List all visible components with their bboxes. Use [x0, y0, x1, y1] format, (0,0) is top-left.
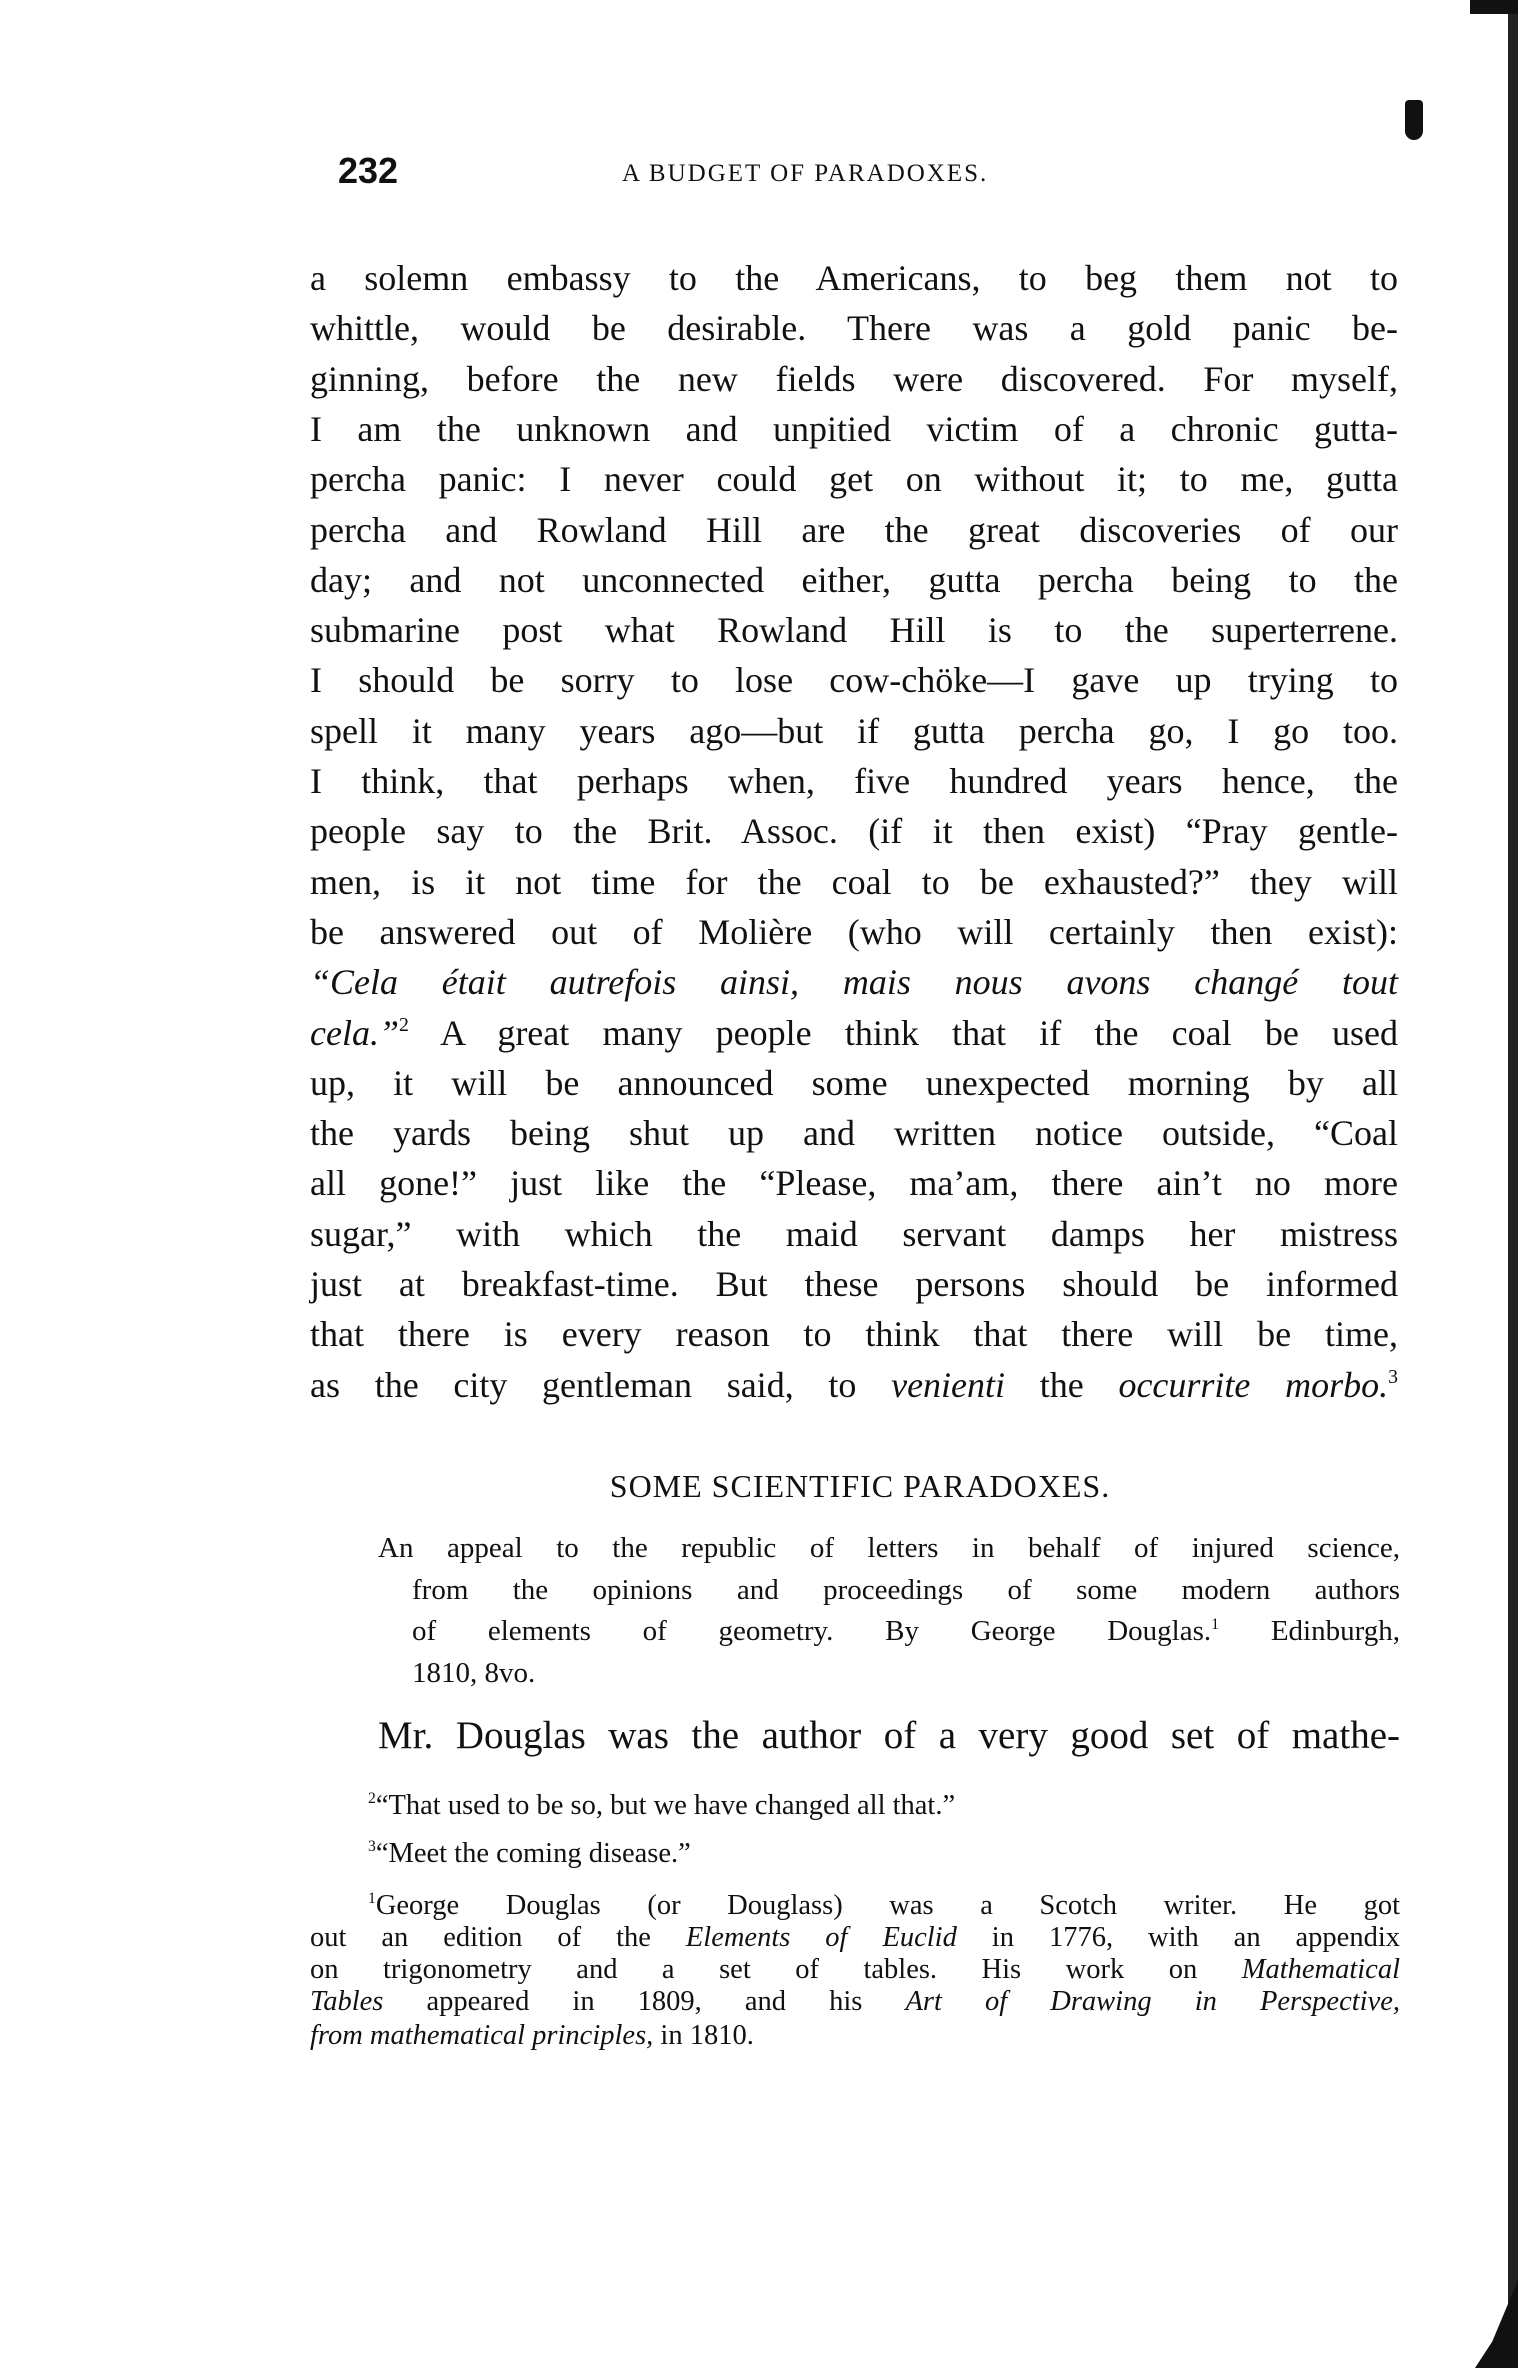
- text-run: on trigonometry and a set of tables. His work on: [310, 1954, 1242, 1985]
- body-line: [310, 1362, 1398, 1408]
- text-run: the: [1005, 1364, 1119, 1405]
- text-run: I should be sorry to lose cow-chöke—I gave up trying to: [310, 660, 1398, 701]
- body-line: [310, 758, 1398, 804]
- body-line: [310, 657, 1398, 703]
- body-line: [310, 607, 1398, 653]
- italic-text: Tables: [310, 1986, 384, 2017]
- text-run: I think, that perhaps when, five hundred years hence, the: [310, 761, 1398, 801]
- body-line: [310, 1160, 1398, 1206]
- italic-text: cela.”: [310, 1012, 399, 1053]
- body-line: [310, 1311, 1398, 1357]
- running-head: A BUDGET OF PARADOXES.: [622, 160, 989, 187]
- text-run: spell it many years ago—but if gutta percha go, I go too.: [310, 710, 1398, 751]
- footnote-marker: 2: [398, 1013, 409, 1036]
- body-line: [310, 909, 1398, 955]
- italic-text: Art of Drawing in Perspective,: [905, 1986, 1400, 2017]
- page-edge-top-mark: [1470, 0, 1518, 14]
- section-first-line: Mr. Douglas was the author of a very good set of mathe-: [378, 1714, 1400, 1757]
- footnote-line: [310, 2020, 754, 2052]
- abstract-line: [412, 1572, 1400, 1608]
- body-line: [310, 1060, 1398, 1106]
- text-run: out an edition of the: [310, 1922, 686, 1953]
- abstract-line: [412, 1655, 1400, 1691]
- text-run: in 1776, with an appendix: [956, 1922, 1401, 1953]
- body-line: [310, 406, 1398, 452]
- body-line: [310, 507, 1398, 553]
- body-line: [310, 1211, 1398, 1257]
- body-line: [310, 708, 1398, 754]
- abstract-line: [378, 1530, 1400, 1566]
- text-run: submarine post what Rowland Hill is to the superterrene.: [310, 610, 1398, 651]
- body-line: [310, 859, 1398, 905]
- body-line: [310, 808, 1398, 854]
- text-run: the yards being shut up and written notice outside, “Coal: [310, 1113, 1398, 1154]
- italic-text: Elements of Euclid: [685, 1922, 957, 1953]
- footnote-line: [310, 1954, 1400, 1986]
- text-run: appeared in 1809, and his: [383, 1986, 906, 2017]
- italic-text: venienti: [891, 1364, 1006, 1405]
- text-run: all gone!” just like the “Please, ma’am, there ain’t no more: [310, 1163, 1398, 1204]
- body-line: [310, 255, 1398, 301]
- body-line: [310, 1010, 1398, 1056]
- text-run: George Douglas (or Douglass) was a Scotch writer. He got: [375, 1890, 1400, 1921]
- text-run: men, is it not time for the coal to be exhausted?” they will: [310, 861, 1398, 902]
- text-run: as the city gentleman said, to: [310, 1364, 892, 1405]
- page-number: 232: [338, 150, 399, 191]
- text-run: 1810, 8vo.: [412, 1656, 536, 1689]
- footnote-line: [310, 1986, 1400, 2018]
- page-edge-shadow: [1508, 0, 1518, 2368]
- footnote-marker: 3: [1388, 1365, 1398, 1388]
- section-heading: SOME SCIENTIFIC PARADOXES.: [609, 1468, 1111, 1504]
- footnote-line: [368, 1790, 955, 1822]
- text-run: people say to the Brit. Assoc. (if it then exist) “Pray gentle-: [310, 811, 1398, 852]
- italic-text: Mathematical: [1241, 1954, 1400, 1985]
- text-run: “Meet the coming disease.”: [375, 1838, 691, 1869]
- footnote-line: [310, 1922, 1400, 1954]
- text-run: A great many people think that if the coal be used: [408, 1012, 1398, 1053]
- text-run: whittle, would be desirable. There was a gold panic be-: [310, 308, 1398, 349]
- footnote-marker: 1: [1211, 1615, 1220, 1633]
- body-line: [310, 557, 1398, 603]
- text-run: An appeal to the republic of letters in behalf of injured science,: [378, 1532, 1400, 1564]
- abstract-line: [412, 1613, 1400, 1649]
- text-run: ginning, before the new fields were discovered. For myself,: [310, 358, 1398, 399]
- body-line: [310, 456, 1398, 502]
- body-line: [310, 1110, 1398, 1156]
- text-run: percha and Rowland Hill are the great discoveries of our: [310, 509, 1398, 550]
- body-line: [310, 1261, 1398, 1307]
- text-run: just at breakfast-time. But these persons should be informed: [310, 1264, 1398, 1304]
- text-run: day; and not unconnected either, gutta percha being to the: [310, 559, 1398, 600]
- text-run: up, it will be announced some unexpected morning by all: [310, 1062, 1398, 1103]
- text-run: in 1810.: [653, 2020, 754, 2051]
- body-line: [310, 959, 1398, 1005]
- ink-blot: [1405, 100, 1423, 140]
- footnote-line: [368, 1890, 1400, 1922]
- footnote-marker: 2: [368, 1790, 376, 1808]
- text-run: of elements of geometry. By George Douglas.: [412, 1615, 1212, 1647]
- text-run: a solemn embassy to the Americans, to beg them not to: [310, 258, 1398, 298]
- footnote-marker: 1: [368, 1890, 376, 1908]
- italic-text: “Cela était autrefois ainsi, mais nous avons changé tout: [310, 962, 1398, 1003]
- body-line: [310, 305, 1398, 351]
- italic-text: from mathematical principles,: [310, 2020, 654, 2051]
- text-run: sugar,” with which the maid servant damps her mistress: [310, 1213, 1398, 1254]
- text-run: Edinburgh,: [1219, 1615, 1400, 1647]
- text-run: “That used to be so, but we have changed all that.”: [375, 1790, 956, 1821]
- footnote-marker: 3: [368, 1838, 376, 1856]
- italic-text: occurrite morbo.: [1118, 1364, 1389, 1405]
- text-run: be answered out of Molière (who will certainly then exist):: [310, 911, 1398, 952]
- footnote-line: [368, 1838, 691, 1870]
- text-run: I am the unknown and unpitied victim of a chronic gutta-: [310, 408, 1398, 449]
- text-run: percha panic: I never could get on without it; to me, gutta: [310, 459, 1398, 500]
- text-run: from the opinions and proceedings of some modern authors: [412, 1573, 1400, 1606]
- body-line: [310, 356, 1398, 402]
- text-run: that there is every reason to think that there will be time,: [310, 1314, 1398, 1355]
